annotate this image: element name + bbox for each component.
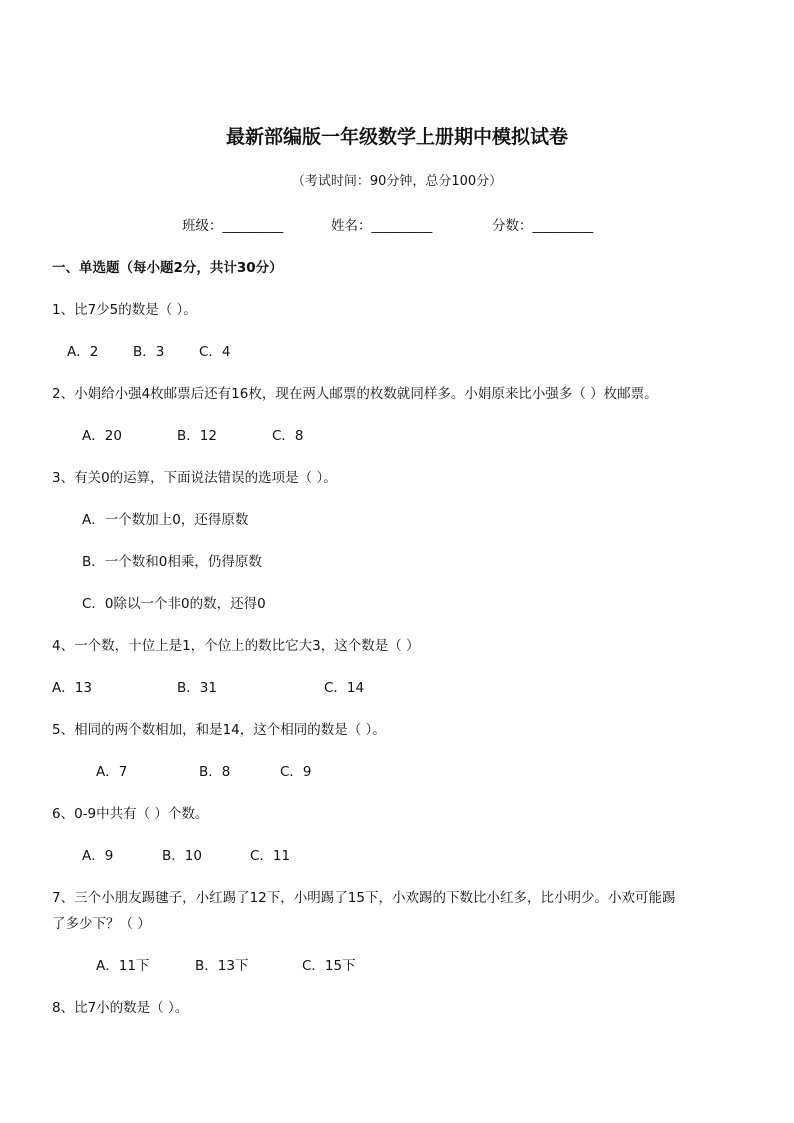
question-5: 5、相同的两个数相加，和是14，这个相同的数是（ ）。 (52, 722, 386, 738)
option-4c: C．14 (324, 680, 365, 696)
option-1b: B．3 (133, 344, 165, 360)
option-5b: B．8 (199, 764, 231, 780)
option-6b: B．10 (162, 848, 202, 864)
option-5a: A．7 (96, 764, 128, 780)
option-5c: C．9 (280, 764, 312, 780)
option-7c: C．15下 (302, 958, 356, 974)
option-2a: A．20 (82, 428, 122, 444)
option-7a: A．11下 (96, 958, 150, 974)
option-7b: B．13下 (195, 958, 249, 974)
question-7-line-1: 7、三个小朋友踢毽子，小红踢了12下，小明踢了15下，小欢踢的下数比小红多，比小明少。小欢可能踢 (52, 890, 676, 906)
option-3a: A．一个数加上0，还得原数 (82, 512, 249, 528)
class-field: 班级：_________ (182, 218, 284, 234)
name-field: 姓名：_________ (331, 218, 433, 234)
question-4: 4、一个数，十位上是1，个位上的数比它大3，这个数是（ ） (52, 638, 420, 654)
question-6: 6、0-9中共有（ ）个数。 (52, 806, 209, 822)
score-field: 分数：_________ (492, 218, 594, 234)
question-7-line-2: 了多少下？（ ） (52, 916, 151, 932)
exam-subtitle: （考试时间：90分钟，总分100分） (291, 174, 503, 189)
question-1: 1、比7少5的数是（ ）。 (52, 302, 197, 318)
option-1a: A．2 (67, 344, 99, 360)
option-1c: C．4 (199, 344, 231, 360)
section-heading: 一、单选题（每小题2分，共计30分） (52, 260, 283, 276)
question-3: 3、有关0的运算，下面说法错误的选项是（ ）。 (52, 470, 337, 486)
option-6c: C．11 (250, 848, 291, 864)
option-3b: B．一个数和0相乘，仍得原数 (82, 554, 262, 570)
question-2: 2、小娟给小强4枚邮票后还有16枚，现在两人邮票的枚数就同样多。小娟原来比小强多（ ）枚邮票。 (52, 386, 658, 402)
option-2b: B．12 (177, 428, 217, 444)
option-6a: A．9 (82, 848, 114, 864)
option-3c: C．0除以一个非0的数，还得0 (82, 596, 266, 612)
question-8: 8、比7小的数是（ ）。 (52, 1000, 189, 1016)
option-4a: A．13 (52, 680, 92, 696)
option-2c: C．8 (272, 428, 304, 444)
page-title: 最新部编版一年级数学上册期中模拟试卷 (225, 126, 568, 148)
option-4b: B．31 (177, 680, 217, 696)
